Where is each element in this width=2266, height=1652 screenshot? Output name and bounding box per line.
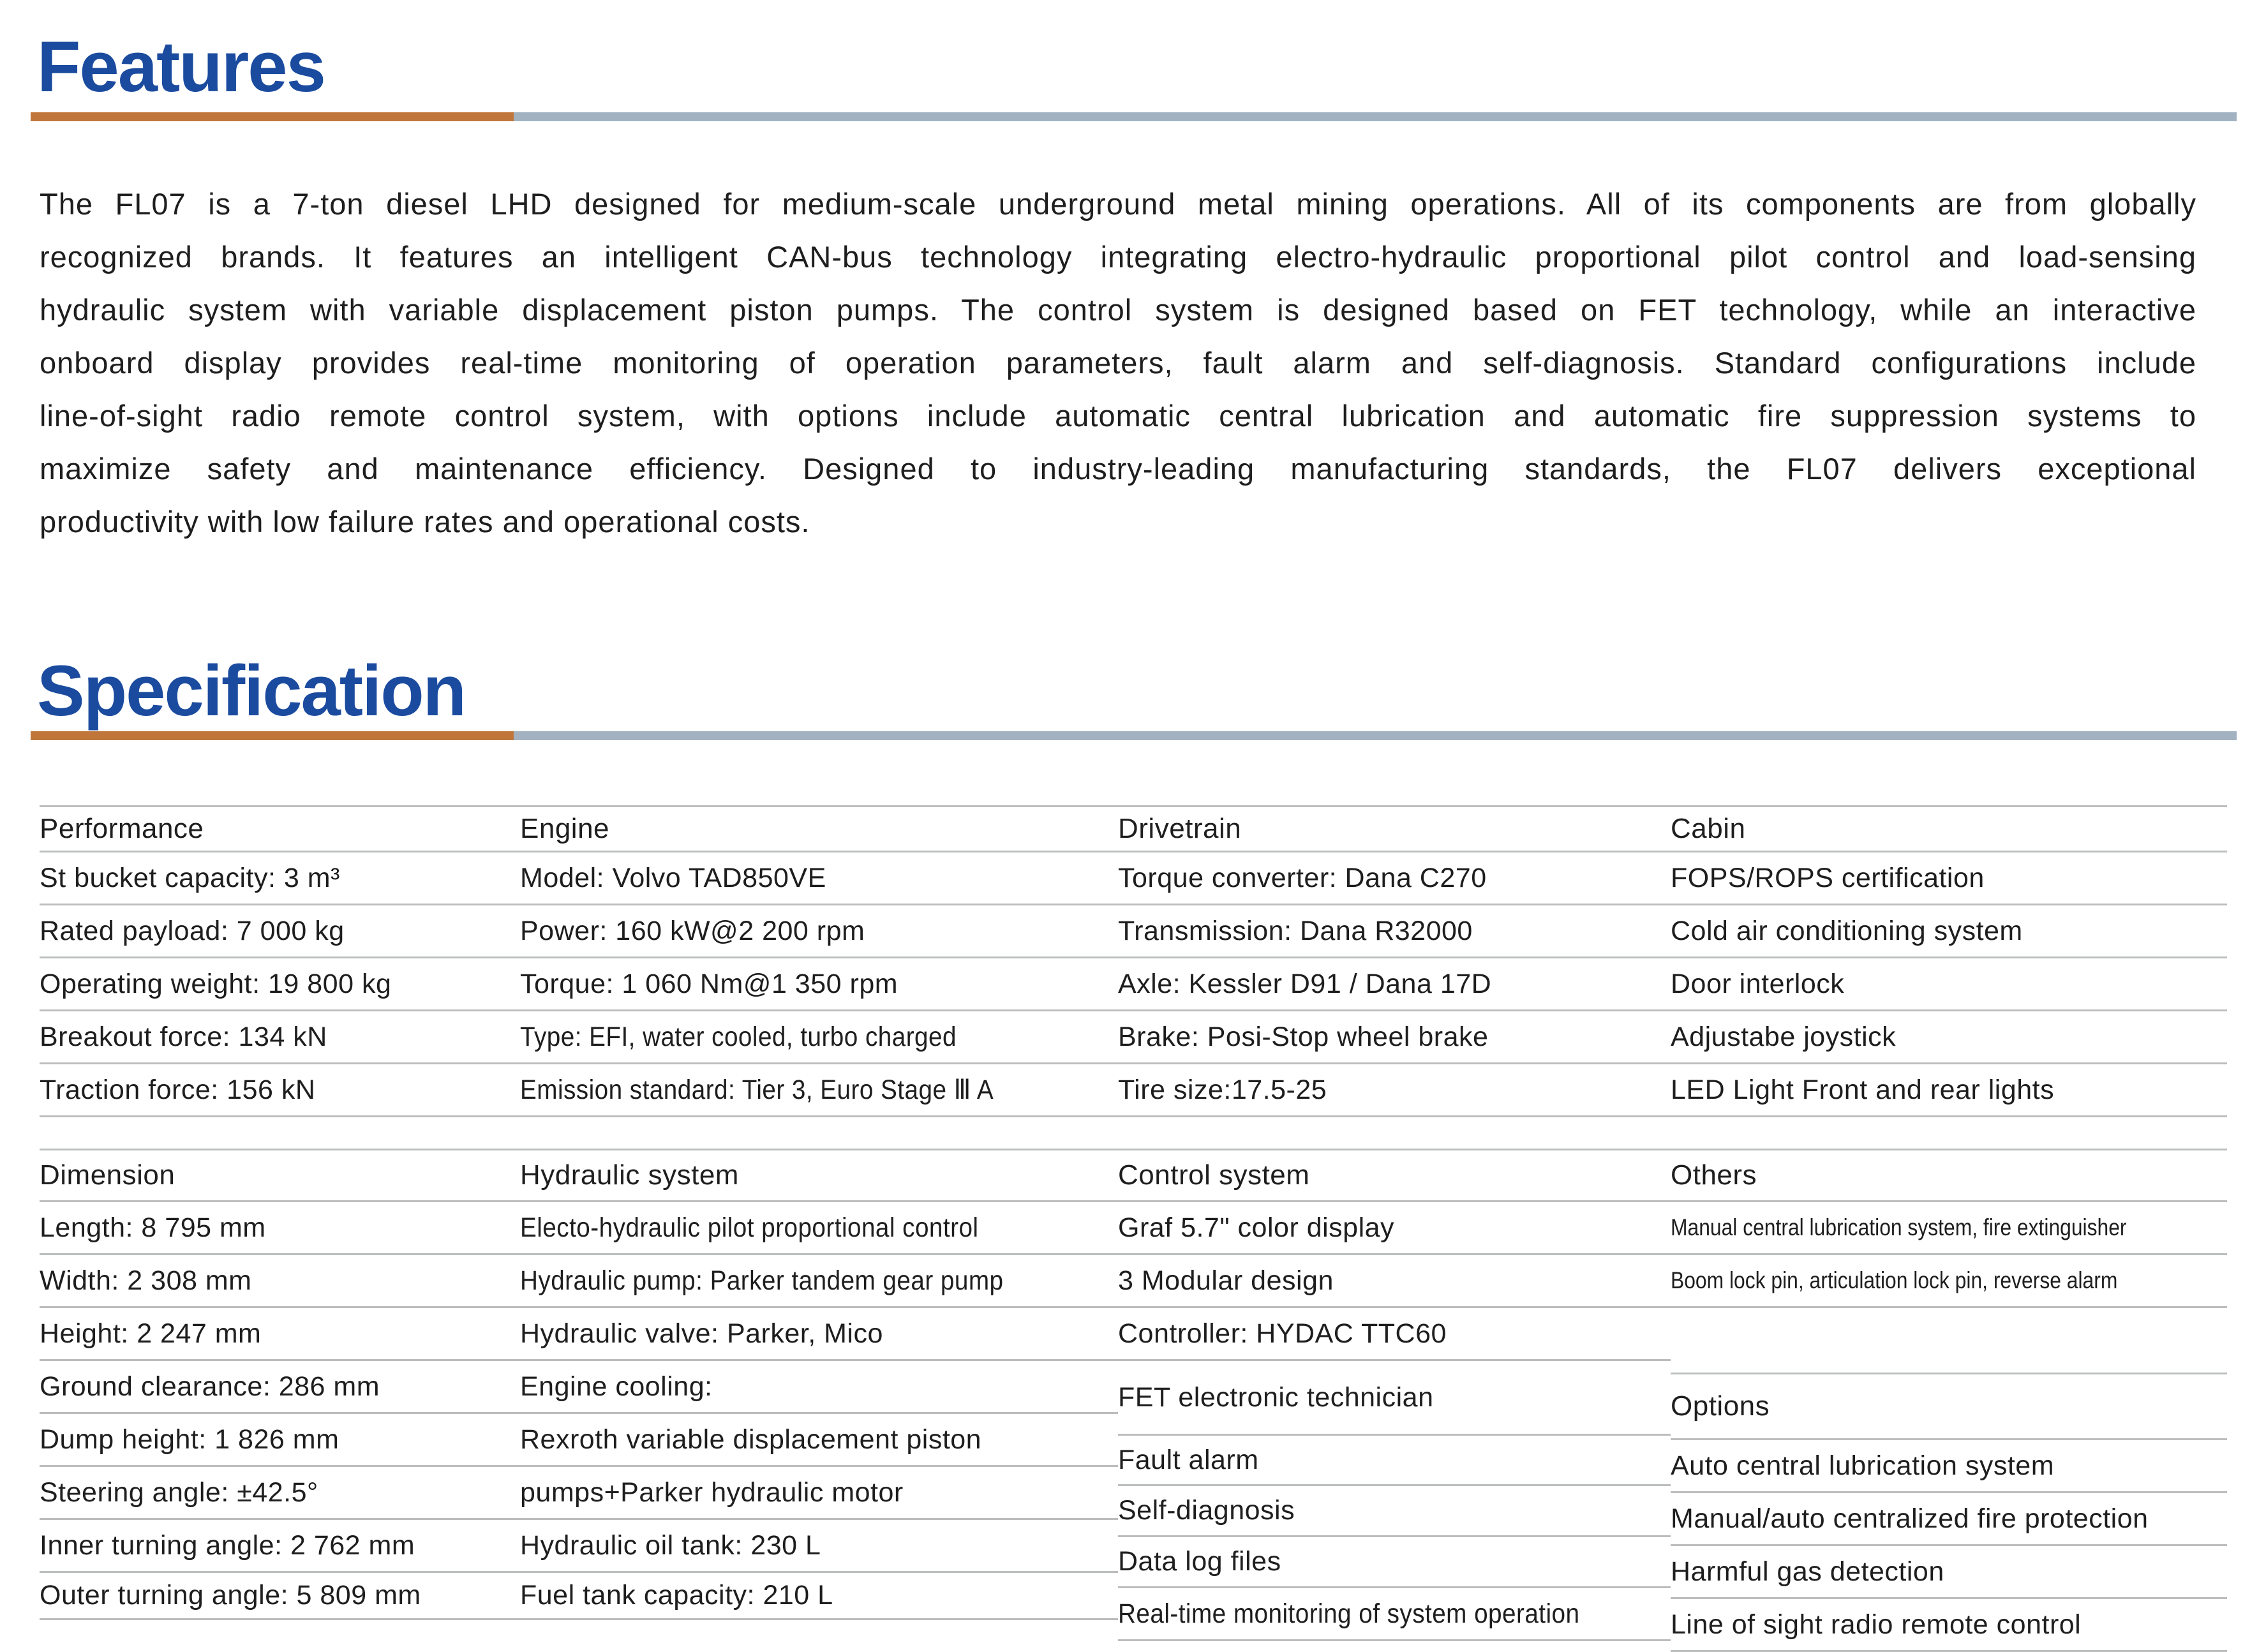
spec-cell-text: 3 Modular design [1118, 1265, 1334, 1296]
spec-column-header [1671, 807, 2227, 852]
specification-heading: Specification [37, 651, 466, 731]
spec-cell-text: Hydraulic valve: Parker, Mico [520, 1318, 883, 1349]
spec-cell-text: Manual/auto centralized fire protection [1671, 1503, 2149, 1534]
spec-cell-text: Rated payload: 7 000 kg [40, 915, 345, 946]
spec-row [520, 852, 1118, 905]
spec-row [520, 1202, 1118, 1255]
spec-cell-text: pumps+Parker hydraulic motor [520, 1477, 904, 1508]
spec-cell-text: St bucket capacity: 3 m³ [40, 862, 340, 893]
spec-row [1118, 1064, 1671, 1117]
spec-cell-text: Emission standard: Tier 3, Euro Stage Ⅲ A [520, 1075, 994, 1105]
spec-cell-text: Power: 160 kW@2 200 rpm [520, 915, 865, 946]
features-paragraph-line: line-of-sight radio remote control system, with options include automatic central lubrication and automatic fire suppression systems to [40, 399, 2196, 433]
spec-row [1118, 905, 1671, 958]
spec-column-cabin [1671, 805, 2227, 1117]
spec-column-header [1671, 1374, 2227, 1440]
spec-row [40, 958, 520, 1011]
spec-row [1118, 1011, 1671, 1064]
specification-heading-underline [31, 731, 2237, 740]
spec-cell-text: Hydraulic oil tank: 230 L [520, 1529, 821, 1561]
spec-column-drivetrain [1118, 805, 1671, 1117]
spec-cell-text: Fuel tank capacity: 210 L [520, 1580, 833, 1611]
spec-row [1671, 1308, 2227, 1374]
spec-column-header [1118, 1150, 1671, 1202]
spec-column-dimension [40, 1149, 520, 1620]
features-paragraph [40, 177, 2196, 548]
features-heading-underline [31, 112, 2237, 121]
spec-row [520, 1064, 1118, 1117]
spec-column-others [1671, 1149, 2227, 1652]
spec-table-block-2 [40, 1149, 2227, 1652]
spec-cell-text: Brake: Posi-Stop wheel brake [1118, 1021, 1489, 1052]
spec-row [520, 905, 1118, 958]
spec-column-engine [520, 805, 1118, 1117]
spec-row [1671, 1064, 2227, 1117]
spec-row [1118, 852, 1671, 905]
spec-row [40, 1520, 520, 1573]
underline-orange-segment [31, 112, 514, 121]
spec-cell-text: Axle: Kessler D91 / Dana 17D [1118, 968, 1492, 999]
spec-column-hydraulic-system [520, 1149, 1118, 1620]
spec-row [1671, 1011, 2227, 1064]
features-paragraph-line: hydraulic system with variable displacement piston pumps. The control system is designed based on FET technology, while an interactive [40, 293, 2196, 327]
spec-cell-text: Steering angle: ±42.5° [40, 1477, 318, 1508]
spec-cell-text: Operating weight: 19 800 kg [40, 968, 392, 999]
spec-row [520, 958, 1118, 1011]
spec-cell-text: Outer turning angle: 5 809 mm [40, 1580, 421, 1611]
spec-cell-text: Dump height: 1 826 mm [40, 1424, 339, 1455]
features-paragraph-line: The FL07 is a 7-ton diesel LHD designed for medium-scale underground metal mining operations. All of its components are from globally [40, 187, 2196, 221]
spec-row [520, 1361, 1118, 1414]
spec-cell-text: Manual central lubrication system, fire extinguisher [1671, 1214, 2127, 1240]
spec-column-header [1671, 1150, 2227, 1202]
spec-row [1118, 1308, 1671, 1361]
spec-row [1671, 1202, 2227, 1255]
spec-cell-text: Hydraulic pump: Parker tandem gear pump [520, 1265, 1004, 1296]
spec-cell-text: Data log files [1118, 1546, 1281, 1577]
spec-row [1118, 1202, 1671, 1255]
spec-cell-text: Harmful gas detection [1671, 1556, 1944, 1587]
spec-cell-text: Adjustabe joystick [1671, 1021, 1897, 1052]
spec-cell-text: Rexroth variable displacement piston [520, 1424, 982, 1455]
spec-row [1118, 1361, 1671, 1436]
features-paragraph-line: productivity with low failure rates and operational costs. [40, 505, 810, 539]
spec-row [40, 1255, 520, 1308]
spec-row [40, 1308, 520, 1361]
spec-cell-text: Model: Volvo TAD850VE [520, 862, 826, 893]
spec-row [40, 1414, 520, 1467]
spec-row [40, 1011, 520, 1064]
features-paragraph-line: onboard display provides real-time monitoring of operation parameters, fault alarm and self-diagnosis. Standard configurations include [40, 346, 2196, 380]
spec-row [520, 1414, 1118, 1467]
spec-row [40, 1573, 520, 1620]
spec-table-block-1 [40, 805, 2227, 1117]
spec-row [40, 852, 520, 905]
spec-row [1671, 1599, 2227, 1652]
spec-row [1118, 1436, 1671, 1486]
spec-row [1671, 905, 2227, 958]
spec-cell-text: Auto central lubrication system [1671, 1450, 2055, 1481]
spec-cell-text: Line of sight radio remote control [1671, 1609, 2082, 1640]
spec-cell-text: Height: 2 247 mm [40, 1318, 262, 1349]
spec-row [520, 1255, 1118, 1308]
spec-cell-text: Performance [40, 813, 204, 844]
spec-column-header [40, 807, 520, 852]
spec-cell-text: Door interlock [1671, 968, 1845, 999]
spec-row [520, 1011, 1118, 1064]
spec-row [40, 1202, 520, 1255]
spec-row [40, 1361, 520, 1414]
spec-column-control-system [1118, 1149, 1671, 1641]
spec-cell-text: Ground clearance: 286 mm [40, 1371, 380, 1402]
spec-column-header [1118, 807, 1671, 852]
spec-row [1671, 852, 2227, 905]
spec-cell-text: Options [1671, 1390, 1770, 1422]
spec-cell-text: Electo-hydraulic pilot proportional control [520, 1212, 979, 1243]
spec-cell-text: Fault alarm [1118, 1444, 1259, 1475]
spec-row [40, 1467, 520, 1520]
spec-row [1671, 1493, 2227, 1546]
spec-column-performance [40, 805, 520, 1117]
spec-cell-text: Torque: 1 060 Nm@1 350 rpm [520, 968, 898, 999]
spec-row [40, 905, 520, 958]
spec-row [1118, 1486, 1671, 1537]
spec-row [1118, 1537, 1671, 1588]
spec-cell-text: Real-time monitoring of system operation [1118, 1598, 1580, 1629]
spec-row [1671, 1255, 2227, 1308]
spec-cell-text: LED Light Front and rear lights [1671, 1074, 2055, 1105]
spec-row [520, 1467, 1118, 1520]
spec-cell-text: Tire size:17.5-25 [1118, 1074, 1327, 1105]
spec-cell-text: Graf 5.7" color display [1118, 1212, 1395, 1243]
spec-row [520, 1573, 1118, 1620]
spec-cell-text: Others [1671, 1159, 1757, 1191]
spec-row [1671, 958, 2227, 1011]
features-heading: Features [37, 27, 325, 107]
spec-cell-text: Drivetrain [1118, 813, 1242, 844]
spec-cell-text: Hydraulic system [520, 1159, 739, 1191]
spec-cell-text: Traction force: 156 kN [40, 1074, 316, 1105]
underline-orange-segment [31, 731, 514, 740]
spec-row [520, 1308, 1118, 1361]
spec-row [40, 1064, 520, 1117]
spec-cell-text: Type: EFI, water cooled, turbo charged [520, 1021, 957, 1052]
spec-row [1118, 958, 1671, 1011]
spec-column-header [520, 807, 1118, 852]
spec-cell-text: Engine cooling: [520, 1371, 713, 1402]
features-paragraph-line: maximize safety and maintenance efficiency. Designed to industry-leading manufacturing standards, the FL07 delivers exceptional [40, 452, 2196, 486]
spec-cell-text: Boom lock pin, articulation lock pin, reverse alarm [1671, 1267, 2118, 1293]
spec-row [1118, 1255, 1671, 1308]
spec-cell-text: Torque converter: Dana C270 [1118, 862, 1487, 893]
spec-cell-text: Transmission: Dana R32000 [1118, 915, 1473, 946]
features-paragraph-line: recognized brands. It features an intelligent CAN-bus technology integrating electro-hydraulic proportional pilot control and load-sensing [40, 240, 2196, 274]
spec-row [1118, 1588, 1671, 1641]
spec-cell-text: Inner turning angle: 2 762 mm [40, 1529, 415, 1561]
spec-cell-text: FET electronic technician [1118, 1381, 1434, 1413]
spec-cell-text: Engine [520, 813, 610, 844]
spec-cell-text: Cabin [1671, 813, 1746, 844]
spec-cell-text: Control system [1118, 1159, 1310, 1191]
spec-cell-text: Self-diagnosis [1118, 1495, 1295, 1526]
spec-row [1671, 1440, 2227, 1493]
spec-cell-text: Cold air conditioning system [1671, 915, 2023, 946]
spec-cell-text: FOPS/ROPS certification [1671, 862, 1985, 893]
spec-row [1671, 1546, 2227, 1599]
spec-row [520, 1520, 1118, 1573]
spec-cell-text: Length: 8 795 mm [40, 1212, 266, 1243]
spec-cell-text: Breakout force: 134 kN [40, 1021, 327, 1052]
spec-cell-text: Width: 2 308 mm [40, 1265, 252, 1296]
spec-cell-text: Dimension [40, 1159, 175, 1191]
spec-column-header [520, 1150, 1118, 1202]
spec-column-header [40, 1150, 520, 1202]
spec-cell-text: Controller: HYDAC TTC60 [1118, 1318, 1447, 1349]
